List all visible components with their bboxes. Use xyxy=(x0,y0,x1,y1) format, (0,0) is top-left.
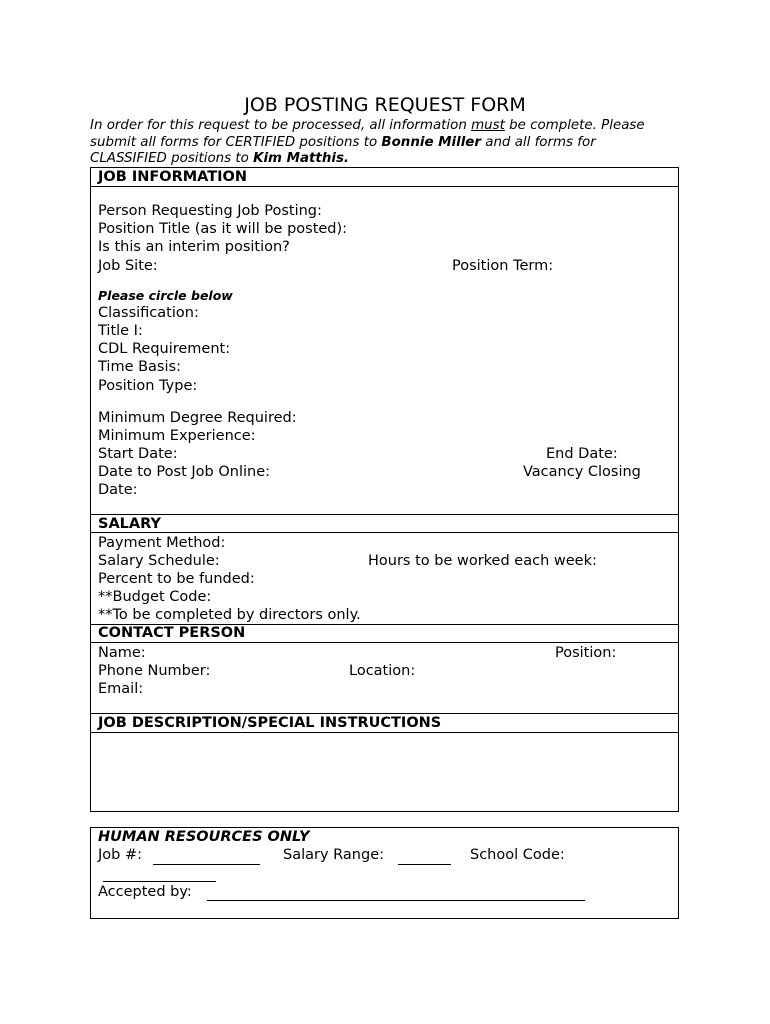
phone-number-field[interactable]: Phone Number: xyxy=(98,663,211,679)
salary-schedule-field[interactable]: Salary Schedule: xyxy=(98,553,220,569)
intro-text: be complete. Please xyxy=(504,118,645,133)
contact-name-field[interactable]: Name: xyxy=(98,645,146,661)
intro-must: must xyxy=(471,118,505,133)
interim-position-field[interactable]: Is this an interim position? xyxy=(98,239,290,255)
end-date-field[interactable]: End Date: xyxy=(546,446,618,462)
salary-range-label: Salary Range: xyxy=(283,847,384,863)
circle-below-note: Please circle below xyxy=(98,288,233,303)
post-online-date-field[interactable]: Date to Post Job Online: xyxy=(98,464,270,480)
vacancy-closing-date-field[interactable]: Date: xyxy=(98,482,138,498)
location-field[interactable]: Location: xyxy=(349,663,416,679)
accepted-by-label: Accepted by: xyxy=(98,884,192,900)
classification-field[interactable]: Classification: xyxy=(98,305,199,321)
payment-method-field[interactable]: Payment Method: xyxy=(98,535,226,551)
contact-position-field[interactable]: Position: xyxy=(555,645,617,661)
job-number-label: Job #: xyxy=(98,847,142,863)
form-instructions xyxy=(90,118,690,168)
job-information-header: JOB INFORMATION xyxy=(98,169,248,185)
cdl-requirement-field[interactable]: CDL Requirement: xyxy=(98,341,231,357)
minimum-degree-field[interactable]: Minimum Degree Required: xyxy=(98,410,297,426)
divider xyxy=(90,186,679,187)
divider xyxy=(90,642,679,643)
hr-only-header: HUMAN RESOURCES ONLY xyxy=(98,829,310,845)
job-description-header: JOB DESCRIPTION/SPECIAL INSTRUCTIONS xyxy=(98,715,442,731)
email-field[interactable]: Email: xyxy=(98,681,144,697)
divider xyxy=(90,532,679,533)
intro-text: and all forms for xyxy=(480,134,596,150)
position-title-field[interactable]: Position Title (as it will be posted): xyxy=(98,221,348,237)
minimum-experience-field[interactable]: Minimum Experience: xyxy=(98,428,256,444)
accepted-by-blank[interactable] xyxy=(207,900,585,901)
job-site-field[interactable]: Job Site: xyxy=(98,258,158,274)
intro-text: CLASSIFIED positions to xyxy=(90,151,254,166)
person-requesting-field[interactable]: Person Requesting Job Posting: xyxy=(98,203,322,219)
school-code-blank[interactable] xyxy=(103,881,216,882)
title-i-field[interactable]: Title I: xyxy=(98,323,143,339)
divider xyxy=(90,732,679,733)
intro-text: In order for this request to be processed, all information xyxy=(90,118,472,133)
job-description-area[interactable] xyxy=(92,734,677,810)
certified-contact-name: Bonnie Miller xyxy=(381,134,481,150)
intro-text: submit all forms for CERTIFIED positions to xyxy=(90,134,382,150)
position-term-field[interactable]: Position Term: xyxy=(452,258,554,274)
start-date-field[interactable]: Start Date: xyxy=(98,446,178,462)
salary-header: SALARY xyxy=(98,516,161,532)
directors-only-note: **To be completed by directors only. xyxy=(98,607,361,623)
contact-person-header: CONTACT PERSON xyxy=(98,625,246,641)
form-title: JOB POSTING REQUEST FORM xyxy=(244,94,526,116)
budget-code-field[interactable]: **Budget Code: xyxy=(98,589,212,605)
time-basis-field[interactable]: Time Basis: xyxy=(98,359,181,375)
vacancy-closing-label: Vacancy Closing xyxy=(523,464,641,480)
job-number-blank[interactable] xyxy=(153,864,260,865)
classified-contact-name: Kim Matthis. xyxy=(253,151,350,166)
percent-funded-field[interactable]: Percent to be funded: xyxy=(98,571,255,587)
salary-range-blank[interactable] xyxy=(398,864,451,865)
school-code-label: School Code: xyxy=(470,847,565,863)
hours-per-week-field[interactable]: Hours to be worked each week: xyxy=(368,553,597,569)
divider xyxy=(90,514,679,515)
position-type-field[interactable]: Position Type: xyxy=(98,378,198,394)
